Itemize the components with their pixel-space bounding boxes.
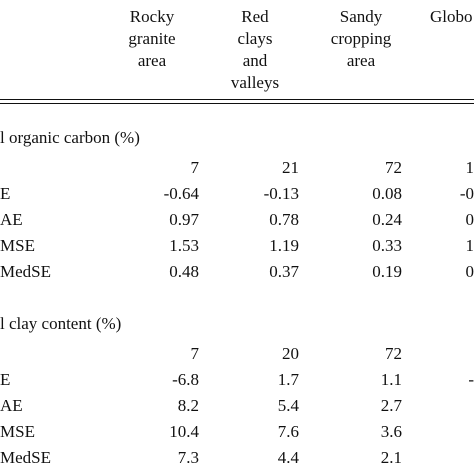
cell-value: 21	[282, 158, 299, 177]
cell-value: 8.2	[177, 396, 199, 415]
cell-value: 0	[465, 262, 474, 281]
cell-value: 0.24	[372, 210, 402, 229]
cell-value: 1.7	[277, 370, 299, 389]
header-line: Red	[241, 7, 269, 26]
row-label: MSE	[0, 422, 35, 441]
cell-value: 20	[282, 344, 299, 363]
column-header-rocky-granite	[128, 6, 175, 72]
header-line: and	[242, 51, 268, 70]
section-title-organic-carbon: l organic carbon (%)	[0, 128, 140, 147]
cell-value: 7	[190, 158, 199, 177]
header-line: Sandy	[339, 7, 383, 26]
cell-value: -0.64	[163, 184, 199, 203]
cell-value: 0	[465, 210, 474, 229]
row-label: E	[0, 184, 11, 203]
cell-value: 1	[465, 236, 474, 255]
cell-value: 1.1	[380, 370, 402, 389]
header-line: area	[137, 51, 167, 70]
header-line: area	[346, 51, 376, 70]
cell-value: 2.1	[380, 448, 402, 467]
column-header-red-clays	[231, 6, 279, 94]
header-line: cropping	[330, 29, 392, 48]
cell-value: 0.33	[372, 236, 402, 255]
cell-value: -0.13	[263, 184, 299, 203]
cell-value: 0.97	[169, 210, 199, 229]
cell-value: 72	[385, 158, 402, 177]
cell-value: 1	[465, 158, 474, 177]
row-label: AE	[0, 210, 23, 229]
row-label: E	[0, 370, 11, 389]
cell-value: 0.19	[372, 262, 402, 281]
header-line: clays	[237, 29, 273, 48]
cell-value: 7	[190, 344, 199, 363]
header-line: granite	[128, 29, 176, 48]
cell-value: 7.6	[277, 422, 299, 441]
cell-value: 1.53	[169, 236, 199, 255]
cell-value: 1.19	[269, 236, 299, 255]
cell-value: 4.4	[277, 448, 299, 467]
section-title-clay-content: l clay content (%)	[0, 314, 122, 333]
cell-value: 0.37	[269, 262, 299, 281]
cell-value: -0	[459, 184, 474, 203]
cell-value: 0.08	[372, 184, 402, 203]
cell-value: 3.6	[380, 422, 402, 441]
row-label: MSE	[0, 236, 35, 255]
cell-value: -6.8	[172, 370, 199, 389]
header-line: Globo	[430, 7, 473, 26]
cell-value: 5.4	[277, 396, 299, 415]
cell-value: 2.7	[380, 396, 402, 415]
header-line: valleys	[230, 73, 280, 92]
column-header-sandy-cropping	[331, 6, 391, 72]
cell-value: 0.78	[269, 210, 299, 229]
cell-value: 7.3	[177, 448, 199, 467]
cell-value: 72	[385, 344, 402, 363]
cell-value: 10.4	[169, 422, 199, 441]
row-label: MedSE	[0, 448, 51, 467]
column-header-global	[430, 6, 473, 28]
cell-value: 0.48	[169, 262, 199, 281]
header-rule	[0, 99, 474, 104]
cell-value: -	[468, 370, 474, 389]
row-label: MedSE	[0, 262, 51, 281]
header-line: Rocky	[129, 7, 175, 26]
row-label: AE	[0, 396, 23, 415]
